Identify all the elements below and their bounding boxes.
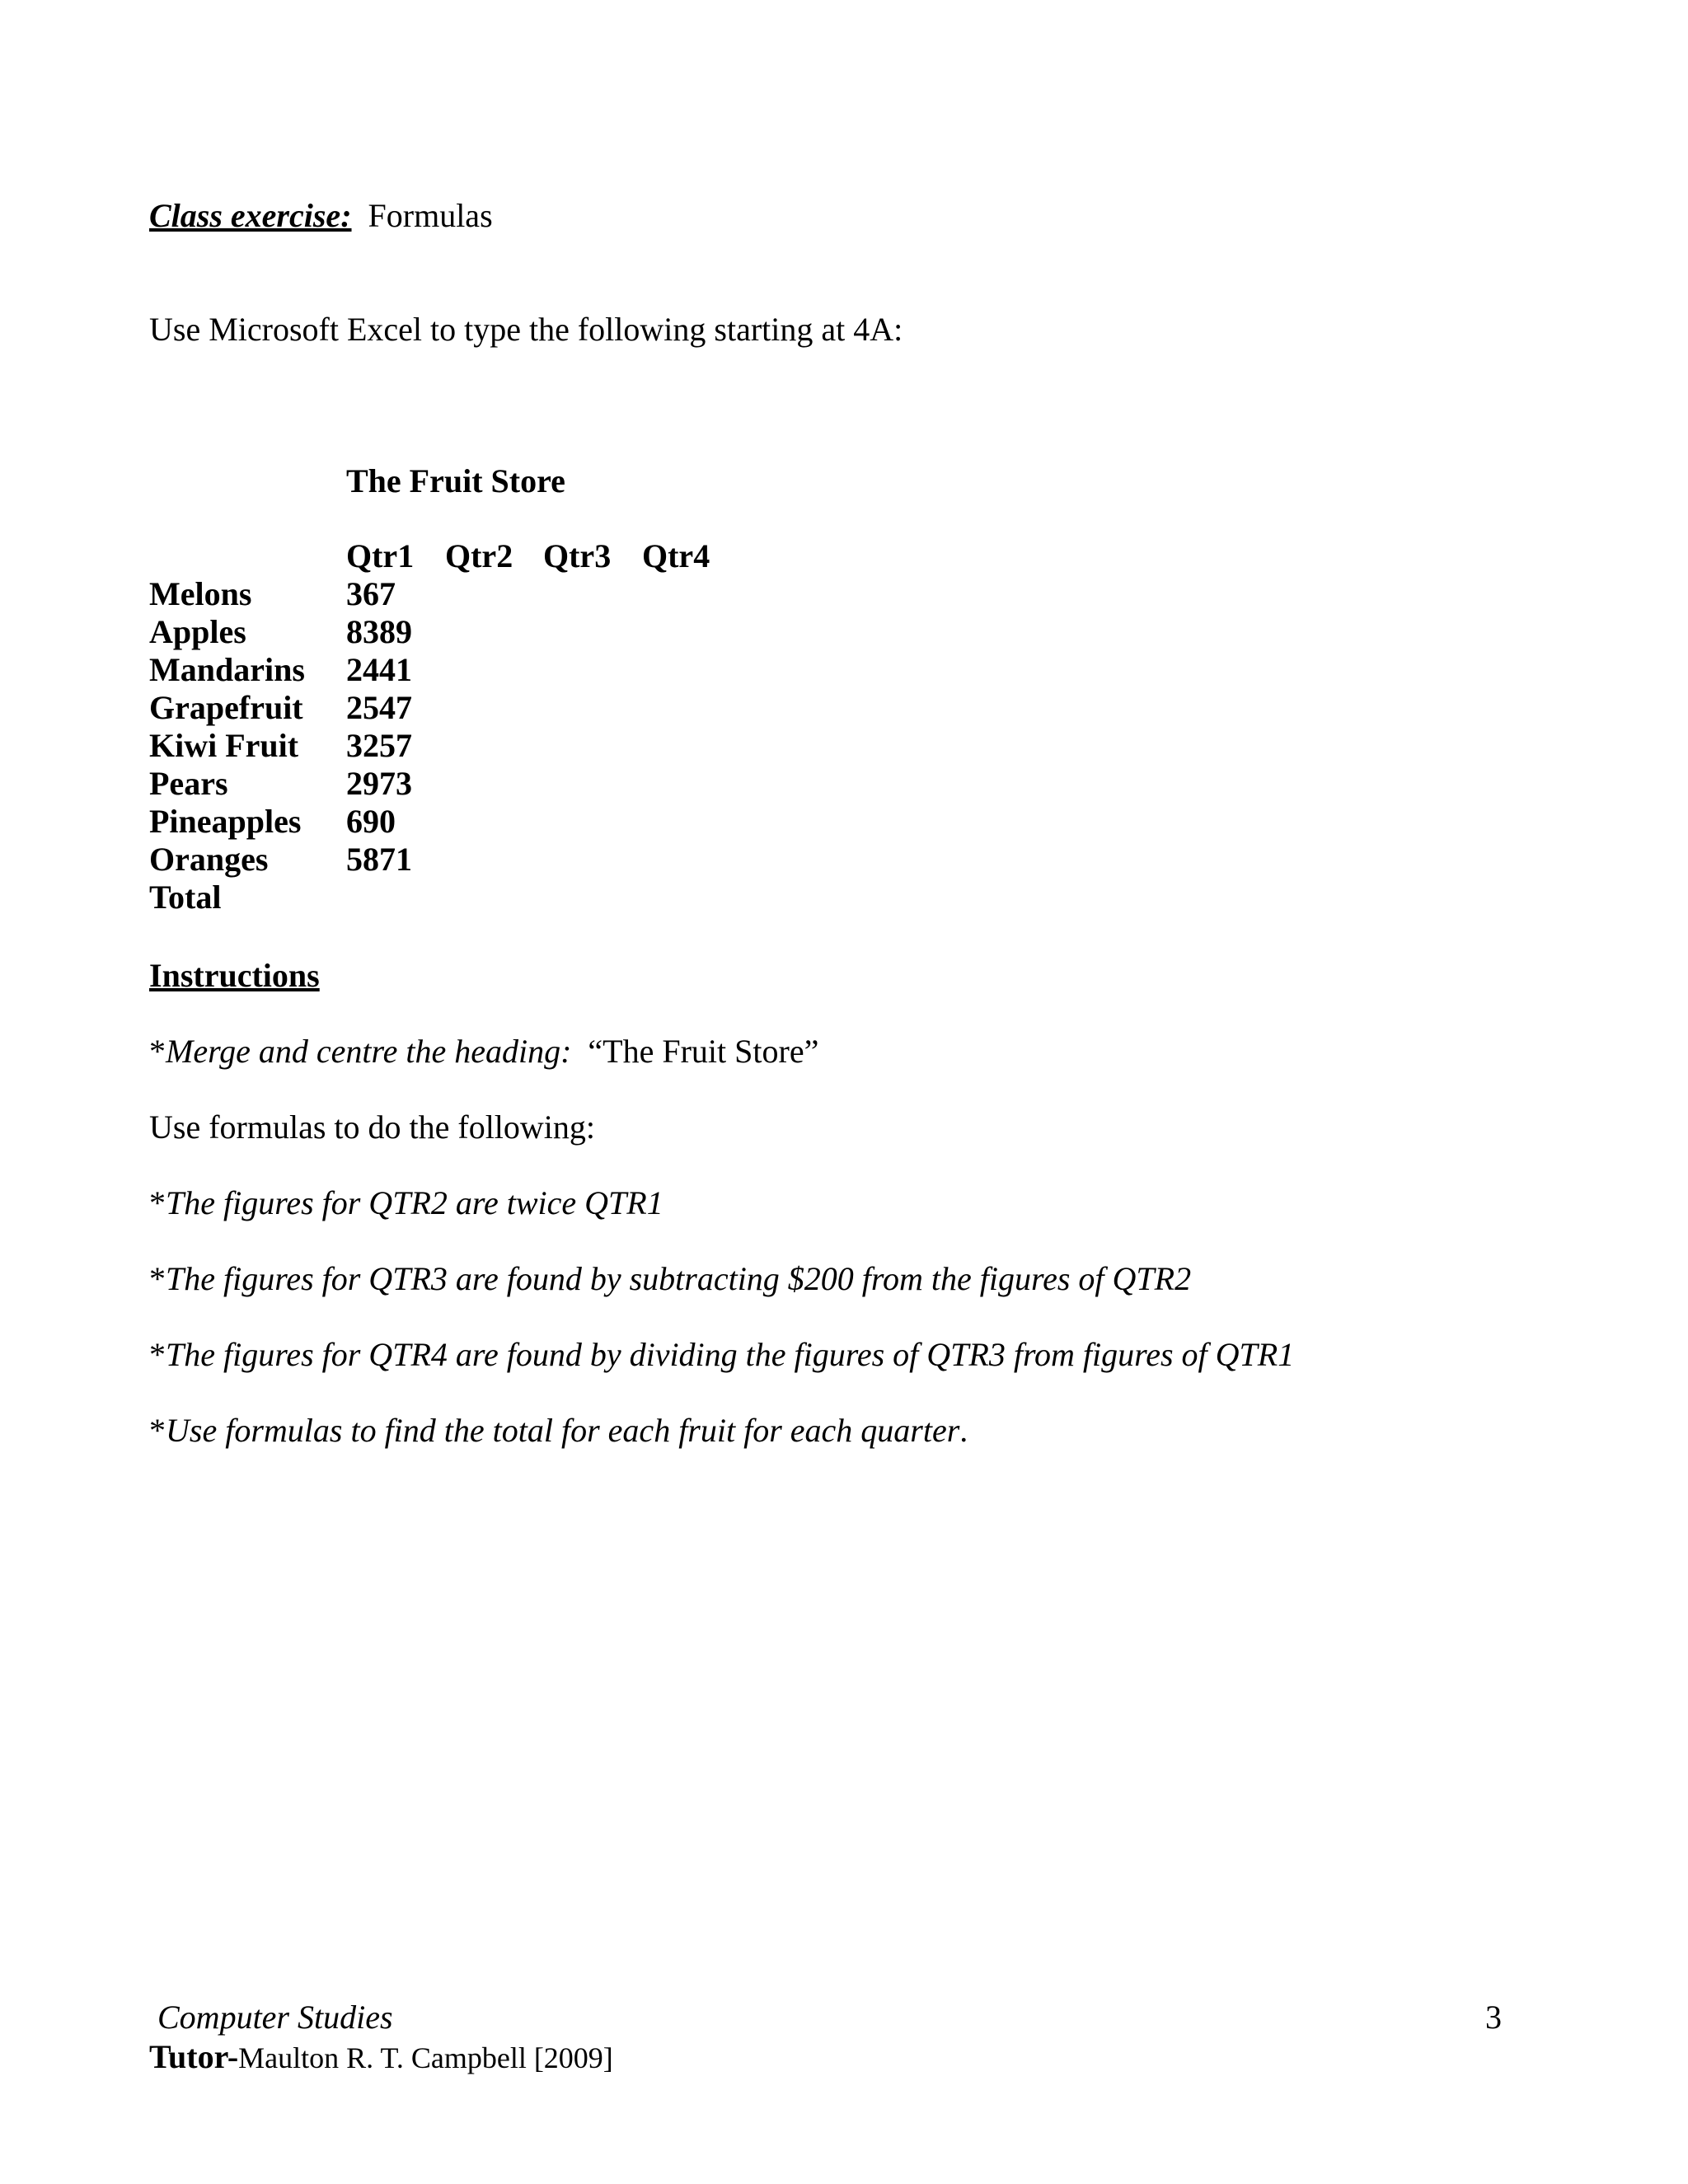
bullet-star: * [149, 1260, 166, 1297]
merge-label: Merge and centre the heading: [166, 1033, 572, 1070]
qtr1-value: 3257 [346, 727, 412, 764]
instruction-qtr3 [149, 1259, 1191, 1299]
fruit-name: Mandarins [149, 651, 305, 688]
fruit-name: Grapefruit [149, 689, 303, 726]
qtr2-text: The figures for QTR2 are twice QTR1 [166, 1184, 663, 1221]
total-text: Use formulas to find the total for each fruit for each quarter [166, 1412, 960, 1449]
instruction-use-formulas: Use formulas to do the following: [149, 1108, 596, 1146]
exercise-label: Class exercise: [149, 197, 352, 234]
column-header-qtr3: Qtr3 [543, 537, 612, 574]
page-number: 3 [1485, 1999, 1502, 2036]
qtr4-text: The figures for QTR4 are found by dividing the figures of QTR3 from figures of QTR1 [166, 1336, 1295, 1373]
column-header-qtr2: Qtr2 [445, 537, 513, 574]
qtr1-value: 690 [346, 803, 396, 840]
qtr1-value: 5871 [346, 841, 412, 878]
fruit-name: Kiwi Fruit [149, 727, 299, 764]
instruction-qtr2 [149, 1183, 663, 1223]
qtr1-value: 2547 [346, 689, 412, 726]
exercise-heading [149, 196, 493, 236]
intro-text: Use Microsoft Excel to type the following starting at 4A: [149, 311, 903, 348]
bullet-star: * [149, 1412, 166, 1449]
instructions-heading: Instructions [149, 957, 320, 994]
column-header-qtr4: Qtr4 [642, 537, 710, 574]
column-header-qtr1: Qtr1 [346, 537, 415, 574]
qtr1-value: 8389 [346, 613, 412, 650]
total-label: Total [149, 879, 222, 916]
merge-value: “The Fruit Store” [588, 1033, 819, 1070]
instruction-qtr4 [149, 1335, 1294, 1375]
exercise-topic: Formulas [368, 197, 493, 234]
fruit-name: Apples [149, 613, 246, 650]
bullet-star: * [149, 1336, 166, 1373]
qtr1-value: 367 [346, 575, 396, 612]
fruit-name: Pineapples [149, 803, 302, 840]
bullet-star: * [149, 1184, 166, 1221]
footer-tutor [149, 2037, 613, 2078]
tutor-name: Maulton R. T. Campbell [2009] [238, 2041, 613, 2074]
footer-subject: Computer Studies [157, 1999, 393, 2036]
qtr1-value: 2441 [346, 651, 412, 688]
qtr1-value: 2973 [346, 765, 412, 802]
fruit-name: Pears [149, 765, 228, 802]
table-title: The Fruit Store [346, 462, 565, 499]
tutor-label: Tutor- [149, 2038, 239, 2075]
fruit-name: Oranges [149, 841, 269, 878]
bullet-star: * [149, 1033, 166, 1070]
qtr3-text: The figures for QTR3 are found by subtracting $200 from the figures of QTR2 [166, 1260, 1192, 1297]
instruction-total [149, 1411, 968, 1451]
fruit-name: Melons [149, 575, 252, 612]
total-period: . [959, 1412, 968, 1449]
instruction-merge [149, 1032, 818, 1071]
